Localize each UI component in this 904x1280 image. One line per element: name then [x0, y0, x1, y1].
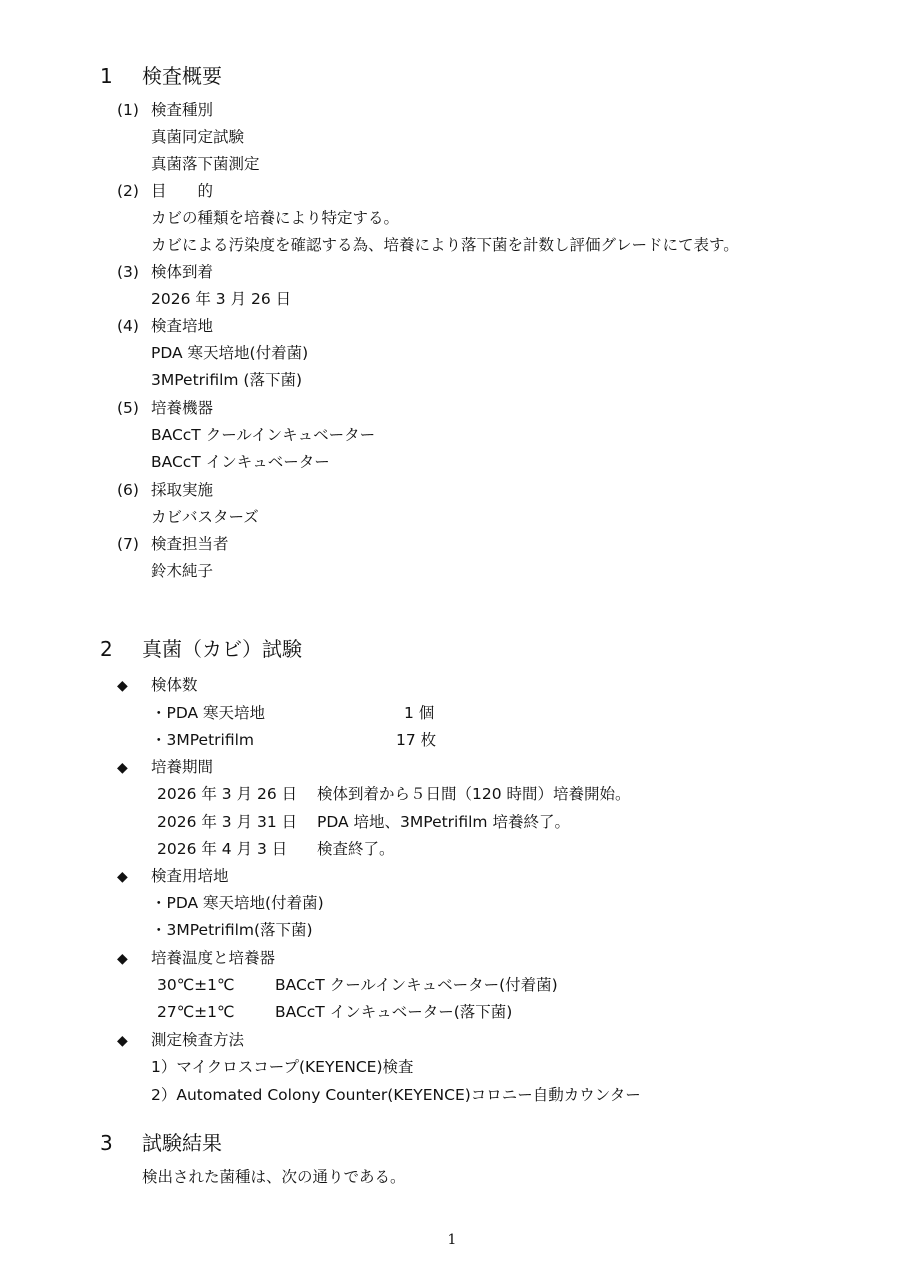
subsection-title: 検体数 [151, 676, 198, 694]
item-line: 3MPetrifilm (落下菌) [151, 371, 303, 389]
method-line: 1）マイクロスコープ(KEYENCE)検査 [151, 1058, 414, 1076]
item-label: (7) [117, 535, 139, 553]
item-label: (1) [117, 101, 139, 119]
subsection-title: 培養期間 [151, 758, 214, 776]
item-title: 検査培地 [151, 317, 214, 335]
item-line: カビの種類を培養により特定する。 [151, 209, 400, 227]
specimen-name: ・3MPetrifilm [151, 731, 254, 749]
item-line: BACcT クールインキュベーター [151, 426, 376, 444]
method-line: 2）Automated Colony Counter(KEYENCE)コロニー自動カウンター [151, 1086, 641, 1104]
item-line: PDA 寒天培地(付着菌) [151, 344, 309, 362]
diamond-bullet-icon: ◆ [117, 760, 128, 776]
media-line: ・3MPetrifilm(落下菌) [151, 921, 313, 939]
item-title: 検査担当者 [151, 535, 229, 553]
period-text: PDA 培地、3MPetrifilm 培養終了。 [317, 813, 570, 831]
temperature-value: 30℃±1℃ [157, 976, 235, 994]
section-number: 1 [100, 64, 113, 88]
item-line: カビによる汚染度を確認する為、培養により落下菌を計数し評価グレードにて表す。 [151, 236, 739, 254]
diamond-bullet-icon: ◆ [117, 1033, 128, 1049]
specimen-qty: 1 個 [404, 704, 435, 722]
item-line: 真菌同定試験 [151, 128, 245, 146]
period-date: 2026 年 3 月 26 日 [157, 785, 298, 803]
item-title: 採取実施 [151, 481, 214, 499]
section-number: 3 [100, 1131, 113, 1155]
diamond-bullet-icon: ◆ [117, 678, 128, 694]
result-text: 検出された菌種は、次の通りである。 [142, 1168, 406, 1186]
item-line: BACcT インキュベーター [151, 453, 330, 471]
temperature-value: 27℃±1℃ [157, 1003, 235, 1021]
item-label: (3) [117, 263, 139, 281]
period-text: 検体到着から５日間（120 時間）培養開始。 [317, 785, 631, 803]
item-label: (6) [117, 481, 139, 499]
period-date: 2026 年 3 月 31 日 [157, 813, 298, 831]
item-title: 培養機器 [151, 399, 214, 417]
diamond-bullet-icon: ◆ [117, 869, 128, 885]
diamond-bullet-icon: ◆ [117, 951, 128, 967]
section-2-heading [100, 633, 302, 662]
incubator-device: BACcT インキュベーター(落下菌) [275, 1003, 513, 1021]
section-title: 検査概要 [142, 64, 222, 88]
period-text: 検査終了。 [317, 840, 395, 858]
item-title: 検体到着 [151, 263, 214, 281]
subsection-title: 培養温度と培養器 [151, 949, 276, 967]
item-line: 2026 年 3 月 26 日 [151, 290, 292, 308]
item-title: 目 的 [151, 182, 214, 200]
specimen-qty: 17 枚 [396, 731, 437, 749]
section-title: 真菌（カビ）試験 [142, 637, 302, 661]
item-label: (2) [117, 182, 139, 200]
subsection-title: 測定検査方法 [151, 1031, 245, 1049]
specimen-name: ・PDA 寒天培地 [151, 704, 266, 722]
section-number: 2 [100, 637, 113, 661]
incubator-device: BACcT クールインキュベーター(付着菌) [275, 976, 558, 994]
item-line: 鈴木純子 [151, 562, 214, 580]
item-line: 真菌落下菌測定 [151, 155, 260, 173]
section-3-heading [100, 1127, 222, 1156]
item-label: (5) [117, 399, 139, 417]
section-title: 試験結果 [142, 1131, 222, 1155]
item-label: (4) [117, 317, 139, 335]
item-line: カビバスターズ [151, 508, 259, 526]
page-number: 1 [447, 1232, 457, 1248]
section-1-heading [100, 60, 222, 89]
item-title: 検査種別 [151, 101, 214, 119]
subsection-title: 検査用培地 [151, 867, 229, 885]
period-date: 2026 年 4 月 3 日 [157, 840, 288, 858]
media-line: ・PDA 寒天培地(付着菌) [151, 894, 324, 912]
